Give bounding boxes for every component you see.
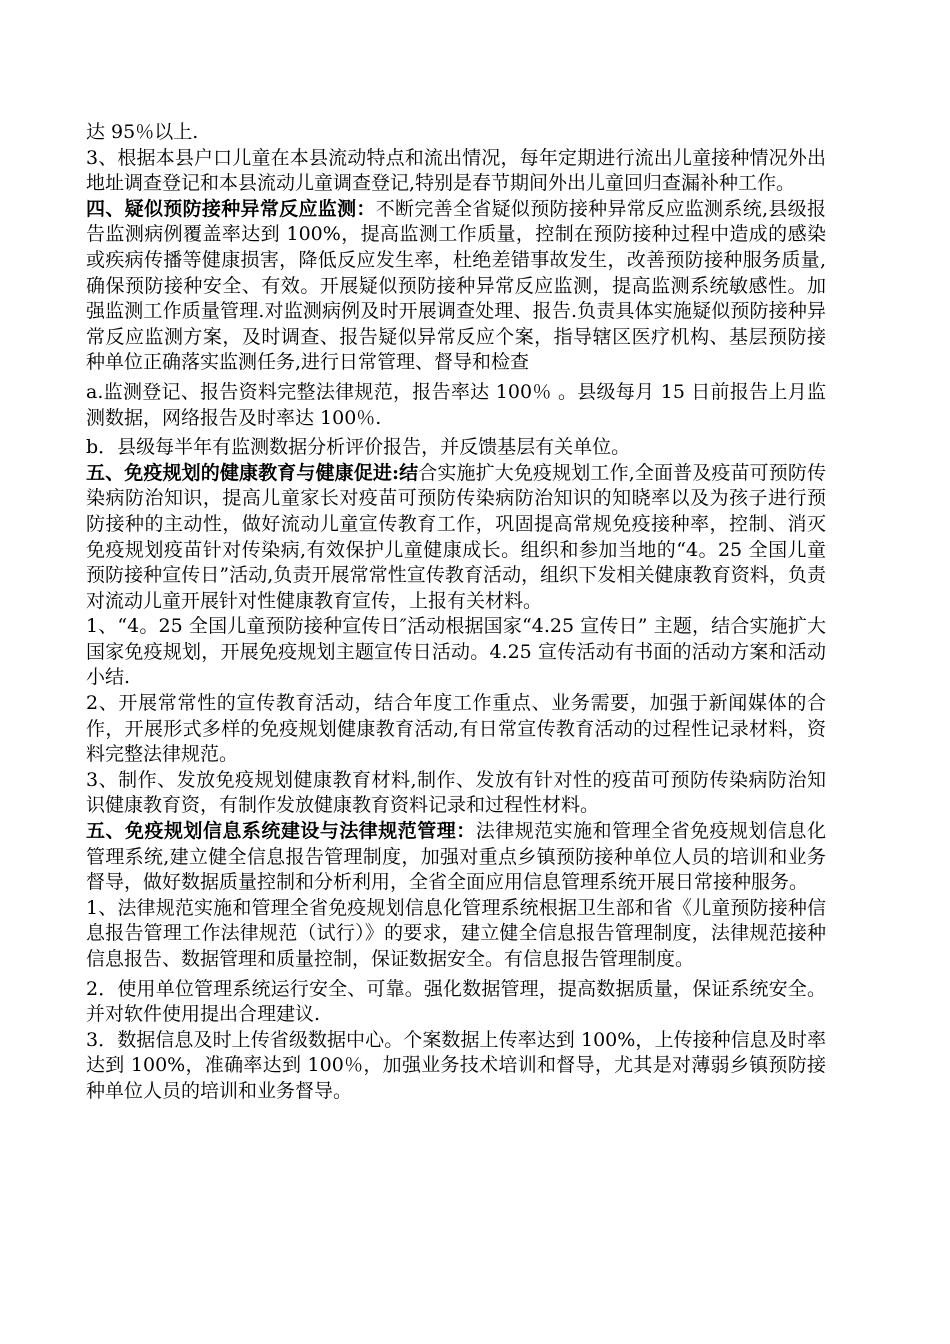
info-item-1-paragraph [86,896,826,973]
paragraph-2 [86,146,826,197]
paragraph-text: b．县级每半年有监测数据分析评价报告，并反馈基层有关单位。 [86,436,631,459]
item-2-paragraph [86,691,826,768]
paragraph-text: 3．数据信息及时上传省级数据中心。个案数据上传率达到 100%，上传接种信息及时率达到 100%，准确率达到 100％，加强业务技术培训和督导，尤其是对薄弱乡镇预防接种单位人员的培训和业务督导。 [86,1028,826,1102]
item-1-paragraph [86,614,826,691]
paragraph-text: 2、开展常常性的宣传教育活动，结合年度工作重点、业务需要，加强于新闻媒体的合作，开展形式多样的免疫规划健康教育活动,有日常宣传教育活动的过程性记录材料，资料完整法律规范。 [86,692,826,766]
paragraph-text: 1、法律规范实施和管理全省免疫规划信息化管理系统根据卫生部和省《儿童预防接种信息报告管理工作法律规范（试行）》的要求，建立健全信息报告管理制度，法律规范接种信息报告、数据管理和质量控制，保证数据安全。有信息报告管理制度。 [86,896,826,970]
section-4-paragraph [86,197,826,376]
paragraph-text: a.监测登记、报告资料完整法律规范，报告率达 100％ 。县级每月 15 日前报告上月监测数据，网络报告及时率达 100％. [86,380,826,429]
paragraph-text: 达 95％以上. [86,121,199,143]
section-heading: 五、免疫规划信息系统建设与法律规范管理： [86,820,476,843]
section-heading: 五、免疫规划的健康教育与健康促进:结 [86,461,419,484]
section-heading: 四、疑似预防接种异常反应监测： [86,197,376,220]
info-item-3-paragraph [86,1028,826,1105]
paragraph-text: 2．使用单位管理系统运行安全、可靠。强化数据管理，提高数据质量，保证系统安全。并对软件使用提出合理建议. [86,977,826,1026]
section-5-paragraph [86,461,826,615]
paragraph-text: 1、“4。25 全国儿童预防接种宣传日″活动根据国家“4.25 宣传日” 主题，结合实施扩大国家免疫规划，开展免疫规划主题宣传日活动。4.25 宣传活动有书面的活动方案和活动小结. [86,615,826,689]
item-a-paragraph [86,380,826,431]
paragraph-text: 3、根据本县户口儿童在本县流动特点和流出情况，每年定期进行流出儿童接种情况外出地址调查登记和本县流动儿童调查登记,特别是春节期间外出儿童回归查漏补种工作。 [86,146,826,195]
paragraph-text: 不断完善全省疑似预防接种异常反应监测系统,县级报告监测病例覆盖率达到 100%，提高监测工作质量，控制在预防接种过程中造成的感染或疾病传播等健康损害，降低反应发生率，杜绝差错事故发生，改善预防接种服务质量,确保预防接种安全、有效。开展疑似预防接种异常反应监测，提高监测系统敏感性。加强监测工作质量管理.对监测病例及时开展调查处理、报告.负责具体实施疑似预防接种异常反应监测方案，及时调查、报告疑似异常反应个案，指导辖区医疗机构、基层预防接种单位正确落实监测任务,进行日常管理、督导和检查 [86,197,826,374]
item-b-paragraph [86,435,826,461]
paragraph-text: 合实施扩大免疫规划工作,全面普及疫苗可预防传染病防治知识，提高儿童家长对疫苗可预防传染病防治知识的知晓率以及为孩子进行预防接种的主动性，做好流动儿童宣传教育工作，巩固提高常规免疫接种率，控制、消灭免疫规划疫苗针对传染病,有效保护儿童健康成长。组织和参加当地的“4。25 全国儿童预防接种宣传日”活动,负责开展常常性宣传教育活动，组织下发相关健康教育资料，负责对流动儿童开展针对性健康教育宣传，上报有关材料。 [86,461,826,612]
item-3-paragraph [86,768,826,819]
document-body [86,120,826,1105]
paragraph-text: 3、制作、发放免疫规划健康教育材料,制作、发放有针对性的疫苗可预防传染病防治知识健康教育资，有制作发放健康教育资料记录和过程性材料。 [86,768,826,817]
paragraph-text: 法律规范实施和管理全省免疫规划信息化管理系统,建立健全信息报告管理制度，加强对重点乡镇预防接种单位人员的培训和业务督导，做好数据质量控制和分析利用，全省全面应用信息管理系统开展日常接种服务。 [86,820,826,894]
section-info-system-paragraph [86,819,826,896]
paragraph-1 [86,120,826,146]
info-item-2-paragraph [86,977,826,1028]
